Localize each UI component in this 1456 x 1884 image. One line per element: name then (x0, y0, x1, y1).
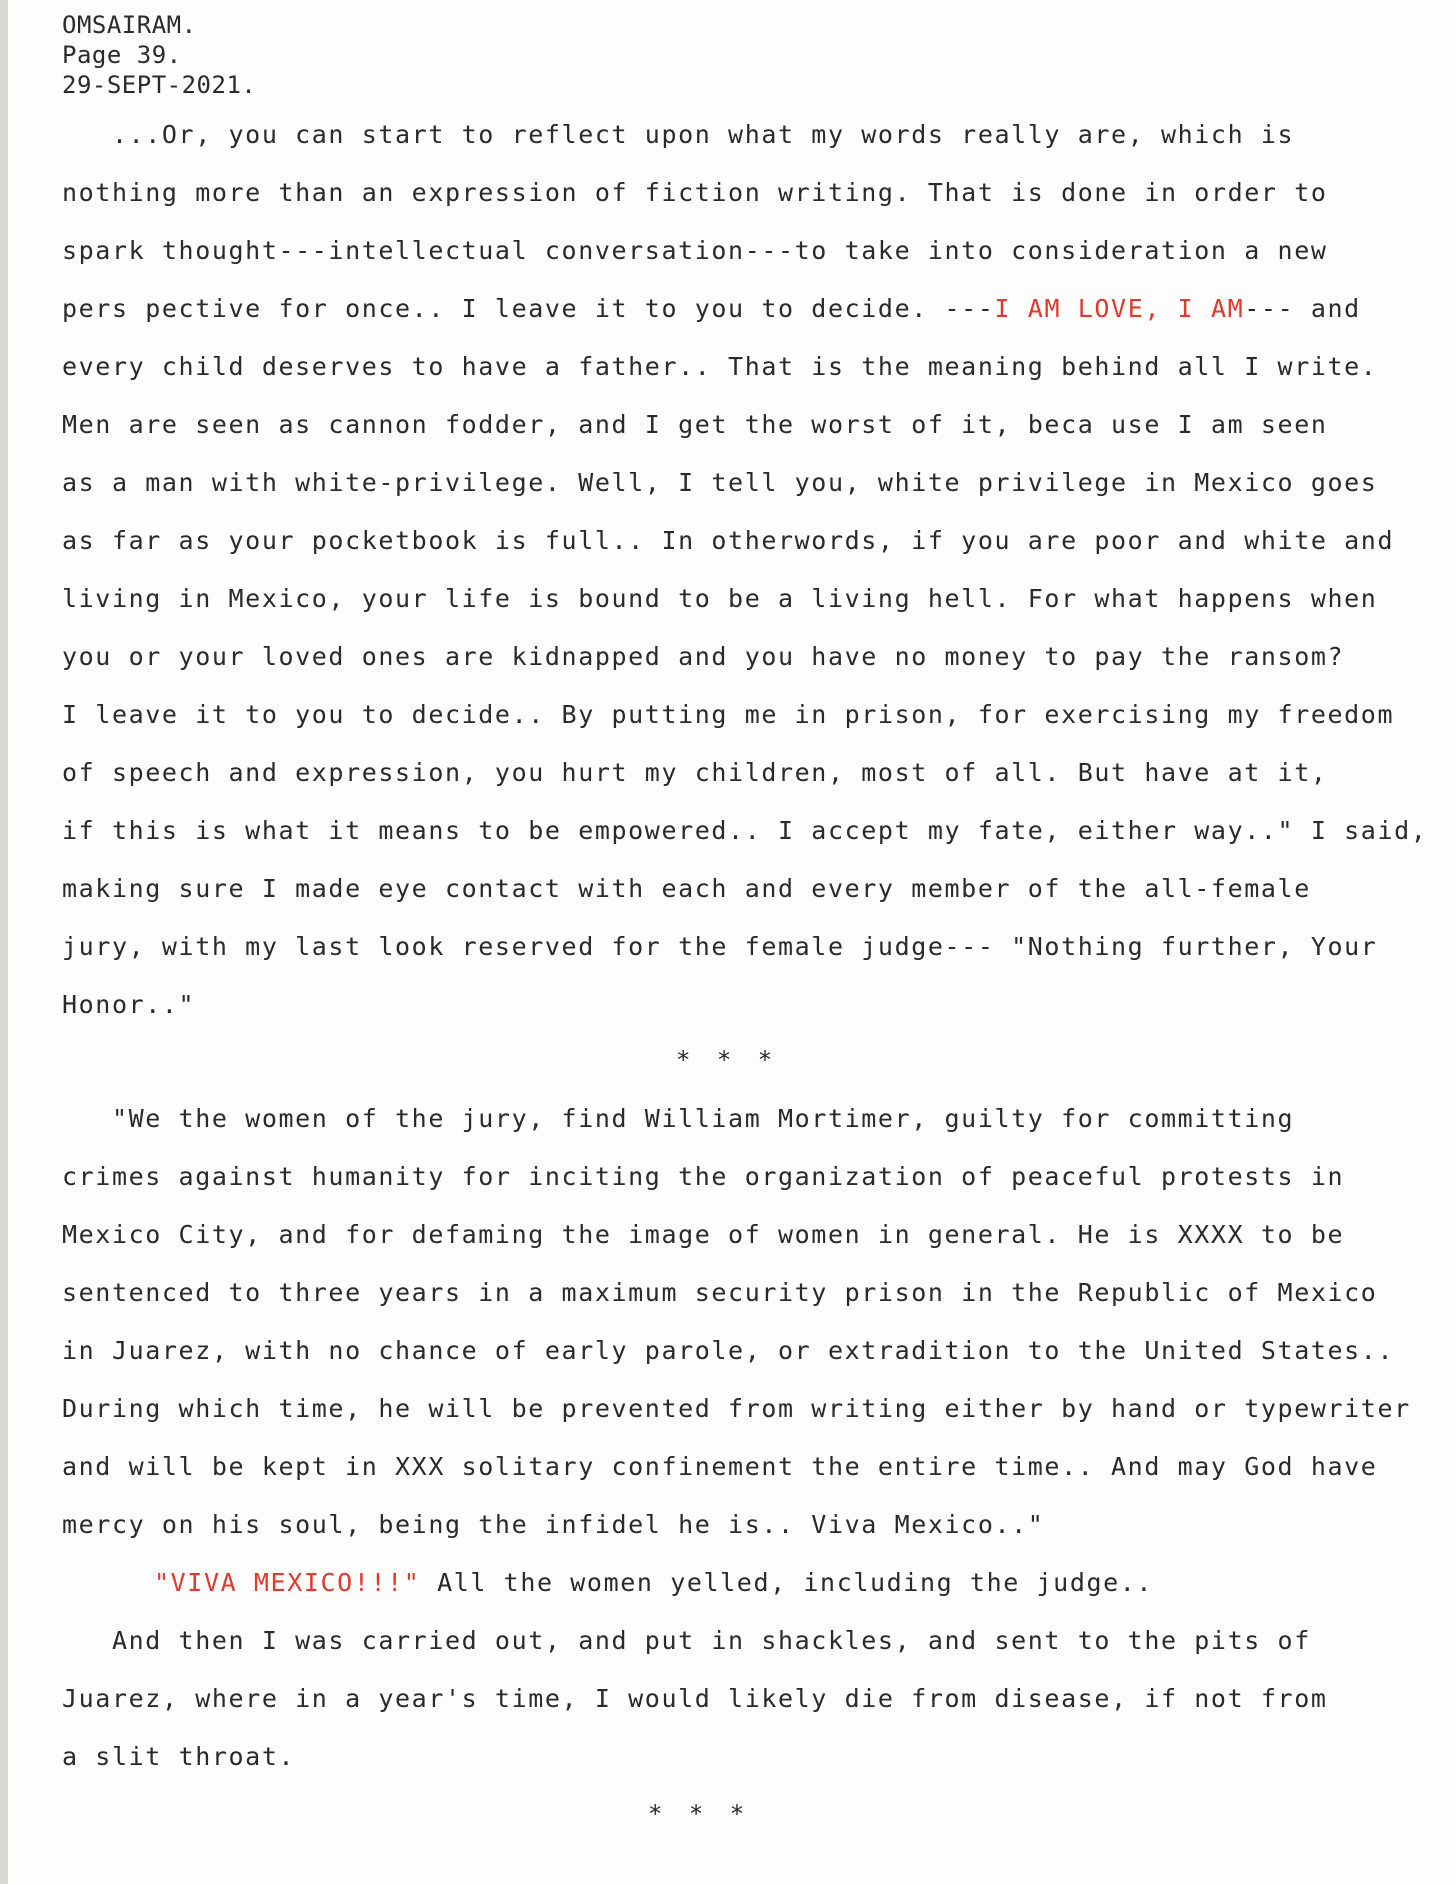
page-edge-shadow (0, 0, 8, 1884)
text-line: I leave it to you to decide.. By putting me in prison, for exercising my freedom (62, 700, 1395, 729)
text-line: as far as your pocketbook is full.. In otherwords, if you are poor and white and (62, 526, 1395, 555)
red-typed-phrase: I AM LOVE, I AM (994, 294, 1245, 323)
text-line: During which time, he will be prevented from writing either by hand or typewriter (62, 1394, 1411, 1423)
text-line: "We the women of the jury, find William Mortimer, guilty for committing (62, 1104, 1295, 1133)
text-line (62, 294, 1361, 324)
text-line (154, 1568, 1153, 1598)
header-page-number: Page 39. (62, 41, 182, 69)
section-separator: * * * (648, 1800, 751, 1828)
text-line: Men are seen as cannon fodder, and I get the worst of it, beca use I am seen (62, 410, 1328, 439)
text-line: if this is what it means to be empowered.. I accept my fate, either way.." I said, (62, 816, 1428, 845)
text-line: Honor.." (62, 990, 196, 1019)
text-line: of speech and expression, you hurt my children, most of all. But have at it, (62, 758, 1328, 787)
text-segment: --- and (1244, 294, 1361, 323)
text-line: nothing more than an expression of fiction writing. That is done in order to (62, 178, 1328, 207)
text-line: making sure I made eye contact with each and every member of the all-female (62, 874, 1311, 903)
text-line: living in Mexico, your life is bound to be a living hell. For what happens when (62, 584, 1378, 613)
text-line: mercy on his soul, being the infidel he is.. Viva Mexico.." (62, 1510, 1045, 1539)
text-line: And then I was carried out, and put in shackles, and sent to the pits of (62, 1626, 1311, 1655)
section-separator: * * * (676, 1046, 779, 1074)
text-line: sentenced to three years in a maximum security prison in the Republic of Mexico (62, 1278, 1378, 1307)
text-line: crimes against humanity for inciting the organization of peaceful protests in (62, 1162, 1345, 1191)
text-line: jury, with my last look reserved for the female judge--- "Nothing further, Your (62, 932, 1378, 961)
text-line: a slit throat. (62, 1742, 296, 1771)
text-segment: pers pective for once.. I leave it to you to decide. --- (62, 294, 995, 323)
text-segment: All the women yelled, including the judge.. (420, 1568, 1154, 1597)
text-line: every child deserves to have a father.. That is the meaning behind all I write. (62, 352, 1378, 381)
text-line: you or your loved ones are kidnapped and you have no money to pay the ransom? (62, 642, 1345, 671)
text-line: Mexico City, and for defaming the image of women in general. He is XXXX to be (62, 1220, 1345, 1249)
text-line: spark thought---intellectual conversation---to take into consideration a new (62, 236, 1328, 265)
text-line: in Juarez, with no chance of early parole, or extradition to the United States.. (62, 1336, 1395, 1365)
text-line: Juarez, where in a year's time, I would likely die from disease, if not from (62, 1684, 1328, 1713)
header-date: 29-SEPT-2021. (62, 71, 257, 99)
header-title: OMSAIRAM. (62, 11, 197, 39)
text-line: ...Or, you can start to reflect upon what my words really are, which is (62, 120, 1295, 149)
text-line: as a man with white-privilege. Well, I tell you, white privilege in Mexico goes (62, 468, 1378, 497)
red-typed-exclamation: "VIVA MEXICO!!!" (154, 1568, 421, 1597)
page-header (62, 10, 256, 100)
text-line: and will be kept in XXX solitary confinement the entire time.. And may God have (62, 1452, 1378, 1481)
